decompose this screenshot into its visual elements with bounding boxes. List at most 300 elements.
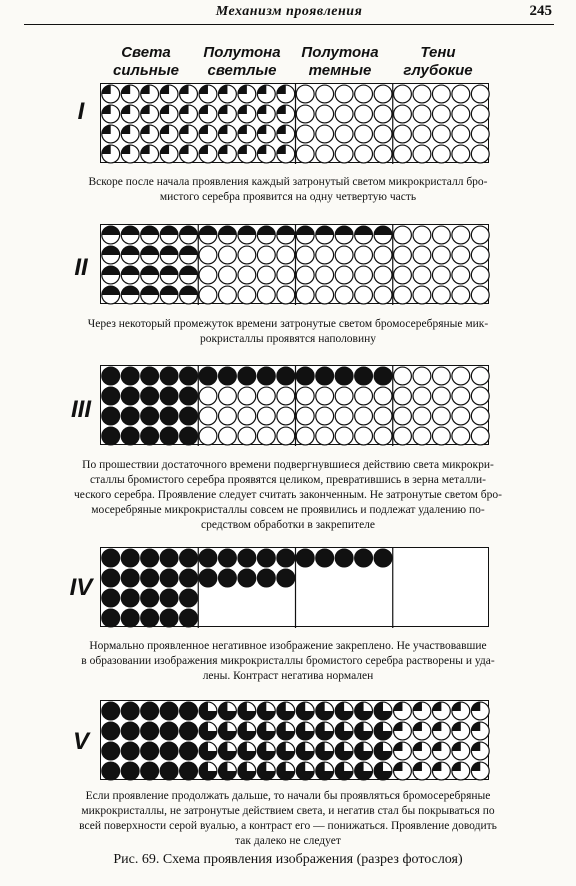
grain-developed-part (452, 742, 461, 751)
grain (296, 427, 314, 445)
grain (355, 266, 373, 284)
grain (335, 246, 353, 264)
grain-diagram (101, 84, 490, 164)
grain (257, 266, 275, 284)
grain (335, 387, 353, 405)
grain (296, 145, 314, 163)
grain (374, 407, 392, 425)
grain (141, 589, 159, 607)
grain-developed-part (355, 226, 373, 235)
grain (121, 549, 139, 567)
grain-developed-part (141, 246, 159, 255)
grain (180, 702, 198, 720)
grain (471, 125, 489, 143)
grain (471, 286, 489, 304)
grain (413, 427, 431, 445)
grain (219, 266, 237, 284)
grain-developed-part (452, 762, 461, 771)
grain-developed-part (432, 722, 441, 731)
grain (238, 246, 256, 264)
grain (355, 125, 373, 143)
grain (102, 742, 120, 760)
grain (199, 549, 217, 567)
grain (121, 589, 139, 607)
grain (180, 549, 198, 567)
grain (141, 387, 159, 405)
grain (452, 367, 470, 385)
grain-developed-part (277, 125, 286, 134)
grain (257, 387, 275, 405)
grain-developed-part (219, 226, 237, 235)
grain-developed-part (277, 145, 286, 154)
grain (219, 569, 237, 587)
grain (471, 145, 489, 163)
grain (141, 722, 159, 740)
grain-developed-part (277, 105, 286, 114)
grain (355, 246, 373, 264)
grain (238, 387, 256, 405)
grain-developed-part (160, 246, 178, 255)
grain-diagram (101, 225, 490, 305)
grain (160, 407, 178, 425)
grain-developed-part (277, 85, 286, 94)
running-header (24, 2, 554, 25)
grain (277, 569, 295, 587)
grain (296, 125, 314, 143)
grain (141, 702, 159, 720)
grain (238, 407, 256, 425)
grain (160, 722, 178, 740)
grain-diagram (101, 366, 490, 446)
grain (316, 145, 334, 163)
grain-developed-part (141, 125, 150, 134)
grain (413, 266, 431, 284)
stage-diagram-iii (100, 365, 489, 445)
grain (180, 427, 198, 445)
grain-developed-part (102, 85, 111, 94)
figure-caption: Рис. 69. Схема проявления изображения (разрез фотослоя) (113, 852, 463, 867)
grain (160, 589, 178, 607)
grain-developed-part (471, 742, 480, 751)
grain (160, 762, 178, 780)
grain (413, 246, 431, 264)
grain (121, 367, 139, 385)
grain (219, 246, 237, 264)
grain (102, 589, 120, 607)
grain (316, 549, 334, 567)
grain (257, 569, 275, 587)
grain-developed-part (413, 762, 422, 771)
grain (335, 427, 353, 445)
grain (394, 246, 412, 264)
stage-label-ii: II (74, 254, 88, 281)
grain (394, 367, 412, 385)
grain-developed-part (432, 702, 441, 711)
grain-developed-part (219, 105, 228, 114)
grain (277, 266, 295, 284)
grain (374, 367, 392, 385)
grain (471, 246, 489, 264)
grain (296, 407, 314, 425)
grain (471, 105, 489, 123)
grain (277, 407, 295, 425)
grain (160, 549, 178, 567)
caption-line: микрокристаллы, не затронутые действием света, и негатив стал бы покрываться по (81, 805, 495, 817)
grain-developed-part (121, 286, 139, 295)
grain-developed-part (141, 266, 159, 275)
grain-developed-part (219, 85, 228, 94)
grain (296, 246, 314, 264)
stage-diagram-v (100, 700, 489, 780)
grain (374, 286, 392, 304)
grain (316, 427, 334, 445)
grain-developed-part (141, 85, 150, 94)
grain (432, 407, 450, 425)
grain (277, 286, 295, 304)
grain (199, 286, 217, 304)
grain-developed-part (199, 226, 217, 235)
caption-line: Если проявление продолжать дальше, то начали бы проявляться бромосеребряные (85, 790, 491, 802)
grain (452, 145, 470, 163)
grain (121, 742, 139, 760)
grain (413, 226, 431, 244)
grain (160, 569, 178, 587)
grain-developed-part (394, 702, 403, 711)
grain (199, 367, 217, 385)
grain-developed-part (102, 226, 120, 235)
grain (413, 407, 431, 425)
stage-caption-v (22, 789, 554, 849)
column-heading-deep-shadows (390, 44, 486, 80)
column-heading-line: глубокие (403, 62, 473, 79)
caption-line: мистого серебра проявится на одну четвертую часть (159, 191, 417, 203)
caption-line: средством обработки в закрепителе (200, 519, 376, 531)
page-number: 245 (529, 3, 552, 19)
grain (316, 407, 334, 425)
grain (199, 427, 217, 445)
grain (199, 387, 217, 405)
grain (374, 125, 392, 143)
grain-developed-part (121, 145, 130, 154)
grain (413, 286, 431, 304)
grain (121, 569, 139, 587)
grain (413, 145, 431, 163)
column-heading-line: Полутона (301, 44, 379, 61)
grain (316, 387, 334, 405)
grain (257, 407, 275, 425)
stage-label-iii: III (70, 396, 91, 423)
grain (257, 367, 275, 385)
caption-line: в образовании изображения микрокристаллы бромистого серебра растворены и уда- (81, 655, 495, 667)
grain (141, 762, 159, 780)
grain (160, 702, 178, 720)
grain-developed-part (413, 722, 422, 731)
grain-developed-part (102, 286, 120, 295)
grain (471, 367, 489, 385)
grain (121, 407, 139, 425)
grain (102, 722, 120, 740)
grain-developed-part (238, 125, 247, 134)
grain (355, 407, 373, 425)
grain (277, 427, 295, 445)
grain-developed-part (394, 742, 403, 751)
grain (180, 762, 198, 780)
grain (219, 407, 237, 425)
grain (374, 266, 392, 284)
grain (160, 367, 178, 385)
grain (471, 407, 489, 425)
grain (257, 286, 275, 304)
column-heading-line: Полутона (203, 44, 281, 61)
grain-developed-part (335, 226, 353, 235)
grain-developed-part (102, 246, 120, 255)
grain-developed-part (452, 702, 461, 711)
grain-developed-part (121, 125, 130, 134)
grain (277, 246, 295, 264)
caption-line: лены. Контраст негатива нормален (202, 670, 374, 682)
grain-developed-part (141, 105, 150, 114)
grain (394, 286, 412, 304)
running-header-title: Механизм проявления (215, 4, 363, 19)
grain (374, 105, 392, 123)
grain-developed-part (199, 125, 208, 134)
grain (199, 266, 217, 284)
grain-developed-part (257, 105, 266, 114)
column-heading-line: светлые (207, 62, 277, 79)
grain (238, 427, 256, 445)
grain-developed-part (121, 266, 139, 275)
grain (432, 367, 450, 385)
grain (141, 549, 159, 567)
grain (141, 569, 159, 587)
grain (316, 105, 334, 123)
caption-line: По прошествии достаточного времени подвергнувшиеся действию света микрокри- (82, 459, 494, 471)
grain (219, 286, 237, 304)
grain (102, 762, 120, 780)
caption-line: рокристаллы проявятся наполовину (199, 333, 377, 345)
caption-line: сталлы бромистого серебра проявятся целиком, превратившись в зерна металли- (89, 474, 486, 486)
grain-developed-part (432, 762, 441, 771)
grain-developed-part (199, 85, 208, 94)
grain-developed-part (141, 145, 150, 154)
grain-developed-part (413, 702, 422, 711)
grain-developed-part (394, 722, 403, 731)
grain (238, 549, 256, 567)
grain (296, 85, 314, 103)
grain (238, 266, 256, 284)
grain (219, 549, 237, 567)
grain (471, 266, 489, 284)
grain (413, 105, 431, 123)
caption-line: Нормально проявленное негативное изображение закреплено. Не участвовавшие (89, 640, 487, 652)
grain (394, 266, 412, 284)
grain-developed-part (160, 266, 178, 275)
grain (238, 286, 256, 304)
grain-developed-part (257, 125, 266, 134)
grain-developed-part (121, 226, 139, 235)
grain-developed-part (394, 762, 403, 771)
grain (296, 549, 314, 567)
grain (452, 387, 470, 405)
grain (335, 407, 353, 425)
grain (432, 105, 450, 123)
grain (199, 407, 217, 425)
grain (335, 105, 353, 123)
grain (452, 246, 470, 264)
grain-developed-part (160, 85, 169, 94)
grain-diagram (101, 548, 490, 628)
grain-developed-part (238, 226, 256, 235)
grain (316, 125, 334, 143)
grain (102, 427, 120, 445)
grain (296, 286, 314, 304)
grain (471, 85, 489, 103)
grain (394, 427, 412, 445)
grain (374, 246, 392, 264)
grain-developed-part (180, 145, 189, 154)
grain-developed-part (180, 246, 198, 255)
grain (180, 569, 198, 587)
grain (180, 407, 198, 425)
grain-developed-part (413, 742, 422, 751)
grain (355, 387, 373, 405)
grain-developed-part (160, 105, 169, 114)
column-heading-line: темные (308, 62, 372, 79)
grain (296, 367, 314, 385)
grain-developed-part (199, 145, 208, 154)
grain (452, 125, 470, 143)
grain (102, 702, 120, 720)
grain (374, 427, 392, 445)
stage-diagram-i (100, 83, 489, 163)
caption-line: ческого серебра. Проявление следует считать законченным. Не затронутые светом бро- (74, 489, 502, 501)
grain-developed-part (257, 226, 275, 235)
column-heading-dark-halftones (292, 44, 388, 80)
grain-developed-part (102, 266, 120, 275)
grain (355, 286, 373, 304)
grain (257, 246, 275, 264)
grain-developed-part (141, 286, 159, 295)
grain (413, 125, 431, 143)
grain (160, 427, 178, 445)
grain (121, 387, 139, 405)
grain-developed-part (160, 145, 169, 154)
grain (121, 609, 139, 627)
grain-developed-part (180, 85, 189, 94)
grain (335, 85, 353, 103)
grain (432, 246, 450, 264)
grain (432, 125, 450, 143)
grain (296, 266, 314, 284)
grain (335, 286, 353, 304)
grain (316, 286, 334, 304)
grain (394, 145, 412, 163)
grain (316, 367, 334, 385)
grain (452, 85, 470, 103)
caption-line: Вскоре после начала проявления каждый затронутый светом микрокристалл бро- (88, 176, 488, 188)
grain-developed-part (238, 105, 247, 114)
grain (316, 85, 334, 103)
grain (180, 742, 198, 760)
grain (219, 427, 237, 445)
grain-developed-part (219, 145, 228, 154)
stage-caption-iv (22, 639, 554, 684)
grain (180, 609, 198, 627)
grain-developed-part (316, 226, 334, 235)
grain (432, 85, 450, 103)
grain (141, 367, 159, 385)
stage-diagram-iv (100, 547, 489, 627)
grain (199, 246, 217, 264)
grain-developed-part (277, 226, 295, 235)
grain (141, 742, 159, 760)
caption-line: так далеко не следует (235, 835, 341, 847)
grain (180, 367, 198, 385)
grain (257, 427, 275, 445)
column-heading-highlights (98, 44, 194, 80)
grain-developed-part (141, 226, 159, 235)
stage-label-i: I (77, 98, 85, 125)
grain (335, 125, 353, 143)
grain (180, 387, 198, 405)
stage-caption-ii (22, 317, 554, 347)
grain-diagram (101, 701, 490, 781)
grain (394, 105, 412, 123)
grain (219, 367, 237, 385)
grain-developed-part (102, 145, 111, 154)
grain (141, 427, 159, 445)
grain-developed-part (160, 286, 178, 295)
column-heading-light-halftones (194, 44, 290, 80)
stage-caption-iii (22, 458, 554, 533)
grain (316, 266, 334, 284)
grain (102, 609, 120, 627)
grain (335, 367, 353, 385)
grain-developed-part (219, 125, 228, 134)
grain-developed-part (121, 105, 130, 114)
grain-developed-part (238, 85, 247, 94)
column-heading-line: Тени (420, 44, 456, 61)
grain (394, 226, 412, 244)
grain-developed-part (374, 226, 392, 235)
grain-developed-part (160, 226, 178, 235)
grain (374, 85, 392, 103)
grain-developed-part (257, 85, 266, 94)
grain-developed-part (102, 125, 111, 134)
grain (355, 367, 373, 385)
grain (394, 125, 412, 143)
caption-line: Через некоторый промежуток времени затронутые светом бромосеребряные мик- (87, 318, 489, 330)
grain (257, 549, 275, 567)
grain (394, 85, 412, 103)
grain-developed-part (471, 722, 480, 731)
grain (335, 266, 353, 284)
grain-developed-part (121, 246, 139, 255)
stage-label-iv: IV (69, 574, 93, 601)
grain (432, 145, 450, 163)
stage-caption-i (22, 175, 554, 205)
grain (277, 387, 295, 405)
grain (296, 105, 314, 123)
grain (102, 367, 120, 385)
grain-developed-part (121, 85, 130, 94)
grain (432, 286, 450, 304)
grain (238, 367, 256, 385)
grain (452, 427, 470, 445)
grain (180, 589, 198, 607)
grain (394, 387, 412, 405)
grain (355, 85, 373, 103)
